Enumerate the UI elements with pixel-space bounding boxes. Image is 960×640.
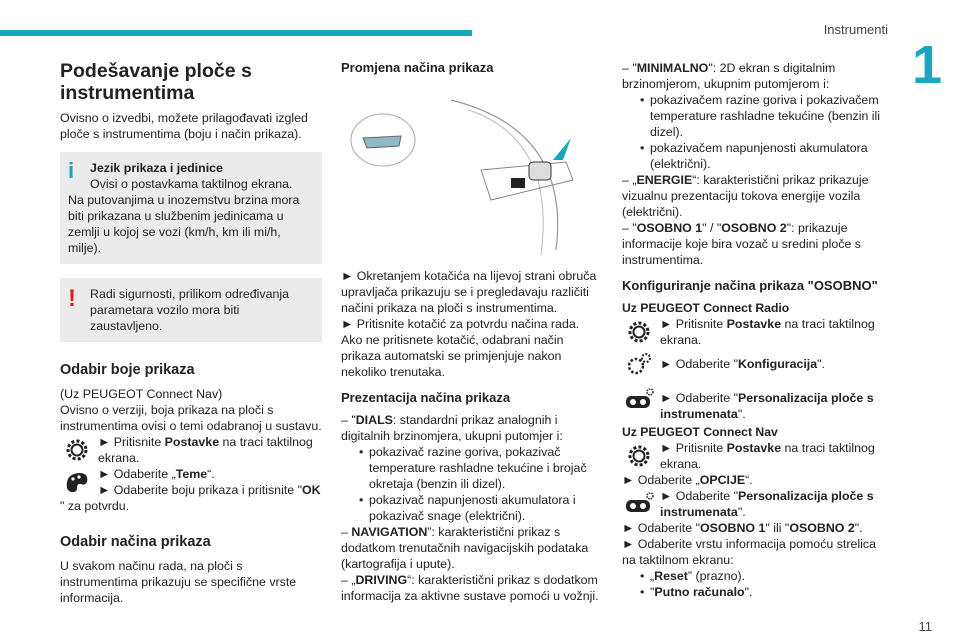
option-list	[622, 568, 890, 600]
nav-subheading: Uz PEUGEOT Connect Nav	[622, 425, 778, 439]
energy-bold: ENERGIE	[636, 173, 693, 187]
list-item: • pokazivač razine goriva, pokazivač temperature rashladne tekućine i brojač okretaja (benzin ili dizel).	[359, 444, 603, 492]
mode-personal: – "OSOBNO 1" / "OSOBNO 2": prikazuje informacije koje bira vozač u sredini ploče s instrumentima.	[622, 221, 861, 267]
info-box-text: Na putovanjima u inozemstvu brzina mora biti prikazana u službenim jedinicama u zemlji u kojoj se vozi (km/h, km ili mi/h, milje).	[68, 193, 300, 255]
mode-energy: – „ENERGIE“: karakteristični prikaz prikazuje vizualnu prezentaciju tokova energije vozila (električni).	[622, 173, 869, 219]
info-box-heading: Jezik prikaza i jedinice	[90, 161, 223, 175]
radio-subheading: Uz PEUGEOT Connect Radio	[622, 301, 790, 315]
colour-text-2: Ovisno o verziji, boja prikaza na ploči s instrumentima ovisi o temi odabranoj u sustavu.	[60, 403, 322, 433]
n4-post: ".	[854, 521, 863, 535]
r2-post: ".	[817, 357, 825, 371]
n2-bold: OPCIJE	[699, 473, 746, 487]
palette-icon	[60, 466, 94, 498]
column-3	[622, 60, 890, 600]
mode-heading: Odabir načina prikaza	[60, 534, 211, 550]
personal2-bold: OSOBNO 2	[721, 221, 787, 235]
change-text-1: ► Okretanjem kotačića na lijevoj strani obruča upravljača prikazuju se i pregledavaju različiti načini prikaza na ploči s instrumentima.	[341, 269, 597, 315]
step3-post: " za potvrdu.	[60, 499, 130, 513]
steering-wheel-illustration	[341, 90, 603, 260]
chapter-number: 1	[911, 35, 942, 95]
list-item: • pokazivač napunjenosti akumulatora i pokazivač snage (električni).	[359, 492, 603, 524]
nav-step-1	[622, 440, 890, 472]
nav-step-5: ► Odaberite vrstu informacija pomoću strelica na taktilnom ekranu:	[622, 537, 876, 567]
step1-post: na traci taktilnog ekrana.	[98, 435, 313, 465]
change-text-3: Ako ne pritisnete kotačić, odabrani način prikaza automatski se primjenjuje nakon nekoliko trenutaka.	[341, 333, 564, 379]
step1-bold: Postavke	[164, 435, 220, 449]
r3-bold: Personalizacija ploče s instrumenata	[660, 391, 874, 421]
top-accent-bar	[0, 30, 472, 36]
mode-text: U svakom načinu rada, na ploči s instrumentima prikazuju se specifične vrste informacija.	[60, 559, 297, 605]
opt1-bold: Reset	[654, 569, 688, 583]
config-heading: Konfiguriranje načina prikaza "OSOBNO"	[622, 278, 878, 293]
info-box-line1: Ovisi o postavkama taktilnog ekrana.	[90, 177, 293, 191]
nav-step-4	[622, 520, 890, 536]
minimal-list	[622, 92, 890, 172]
nav-step-3	[622, 488, 890, 520]
energy-text: “: karakteristični prikaz prikazuje vizualnu prezentaciju tokova energije vozila (električni).	[622, 173, 869, 219]
page-title: Podešavanje ploče s instrumentima	[60, 60, 252, 104]
step3-bold: OK	[302, 483, 321, 497]
mode-dials: – "DIALS: standardni prikaz analognih i digitalnih brzinomjera, ukupni putomjer i:	[341, 413, 563, 443]
n1-post: na traci taktilnog ekrana.	[660, 441, 875, 471]
dials-bold: DIALS	[355, 413, 393, 427]
n2-pre: ► Odaberite „	[622, 473, 700, 487]
warning-box	[60, 278, 322, 342]
radio-step-1	[622, 316, 890, 348]
colour-text-1: (Uz PEUGEOT Connect Nav)	[60, 387, 223, 401]
mode-driving: – „DRIVING“: karakteristični prikaz s dodatkom informacija za aktivne sustave pomoći u vožnji.	[341, 573, 599, 603]
intro-text: Ovisno o izvedbi, možete prilagođavati izgled ploče s instrumentima (boju i način prikaza).	[60, 111, 308, 141]
n1-bold: Postavke	[726, 441, 782, 455]
instrument-panel-icon	[622, 488, 656, 520]
list-item: • „Reset” (prazno).	[640, 568, 890, 584]
r1-pre: ► Pritisnite	[660, 317, 727, 331]
instrument-panel-icon	[622, 384, 656, 416]
warning-box-text: Radi sigurnosti, prilikom određivanja parametara vozilo mora biti zaustavljeno.	[90, 287, 290, 333]
n4-bold2: OSOBNO 2	[789, 521, 855, 535]
r1-bold: Postavke	[726, 317, 782, 331]
change-heading: Promjena načina prikaza	[341, 60, 494, 75]
section-header-title: Instrumenti	[823, 22, 888, 37]
step2-pre: ► Odaberite „	[98, 467, 176, 481]
list-item: • pokazivačem napunjenosti akumulatora (električni).	[640, 140, 890, 172]
change-text-2: ► Pritisnite kotačić za potvrdu načina rada.	[341, 317, 580, 331]
r3-post: ".	[737, 407, 746, 421]
n3-bold: Personalizacija ploče s instrumenata	[660, 489, 874, 519]
page-number: 11	[918, 619, 932, 634]
opt2-bold: Putno računalo	[654, 585, 745, 599]
gear-pair-icon	[622, 348, 656, 380]
step2-post: “.	[207, 467, 215, 481]
n1-pre: ► Pritisnite	[660, 441, 727, 455]
driving-bold: DRIVING	[355, 573, 408, 587]
column-2	[341, 60, 603, 604]
gear-icon	[622, 440, 656, 472]
step1-pre: ► Pritisnite	[98, 435, 165, 449]
personal-text: ": prikazuje informacije koje bira vozač u sredini ploče s instrumentima.	[622, 221, 861, 267]
opt2-post: ".	[744, 585, 753, 599]
gear-icon	[60, 434, 94, 466]
minimal-bold: MINIMALNO	[636, 61, 709, 75]
mode-minimal: – "MINIMALNO": 2D ekran s digitalnim brzinomjerom, ukupnim putomjerom i:	[622, 61, 836, 91]
list-item: • pokazivačem razine goriva i pokazivačem temperature rashladne tekućine (benzin ili dizel).	[640, 92, 890, 140]
info-box	[60, 152, 322, 264]
nav-step-2	[622, 472, 890, 488]
minimal-text: ": 2D ekran s digitalnim brzinomjerom, ukupnim putomjerom i:	[622, 61, 836, 91]
n4-mid: " ili "	[765, 521, 790, 535]
column-1	[60, 60, 322, 606]
gear-icon	[622, 316, 656, 348]
personal1-bold: OSOBNO 1	[636, 221, 703, 235]
driving-text: “: karakteristični prikaz s dodatkom informacija za aktivne sustave pomoći u vožnji.	[341, 573, 599, 603]
n2-post: “.	[745, 473, 753, 487]
step3-pre: ► Odaberite boju prikaza i pritisnite "	[98, 483, 302, 497]
dials-text: : standardni prikaz analognih i digitalnih brzinomjera, ukupni putomjer i:	[341, 413, 563, 443]
r1-post: na traci taktilnog ekrana.	[660, 317, 875, 347]
list-item: • "Putno računalo".	[640, 584, 890, 600]
r2-pre: ► Odaberite "	[660, 357, 738, 371]
present-heading: Prezentacija načina prikaza	[341, 390, 511, 405]
n4-bold1: OSOBNO 1	[699, 521, 766, 535]
n3-pre: ► Odaberite "	[660, 489, 738, 503]
radio-step-3	[622, 384, 890, 422]
warning-icon: !	[68, 285, 76, 312]
mode-navigation: – NAVIGATION”: karakteristični prikaz s dodatkom trenutačnih navigacijskih podataka (kartografija i upute).	[341, 525, 589, 571]
n4-pre: ► Odaberite "	[622, 521, 700, 535]
step-settings	[60, 434, 322, 466]
navigation-text: ”: karakteristični prikaz s dodatkom trenutačnih navigacijskih podataka (kartografija i upute).	[341, 525, 589, 571]
step-themes	[60, 466, 322, 498]
r2-bold: Konfiguracija	[737, 357, 818, 371]
n3-post: ".	[737, 505, 746, 519]
r3-pre: ► Odaberite "	[660, 391, 738, 405]
navigation-bold: NAVIGATION	[351, 525, 428, 539]
info-icon: i	[68, 158, 75, 183]
opt1-post: ” (prazno).	[687, 569, 746, 583]
dials-list	[341, 444, 603, 524]
colour-heading: Odabir boje prikaza	[60, 362, 195, 378]
radio-step-2	[622, 348, 890, 380]
step2-bold: Teme	[175, 467, 208, 481]
